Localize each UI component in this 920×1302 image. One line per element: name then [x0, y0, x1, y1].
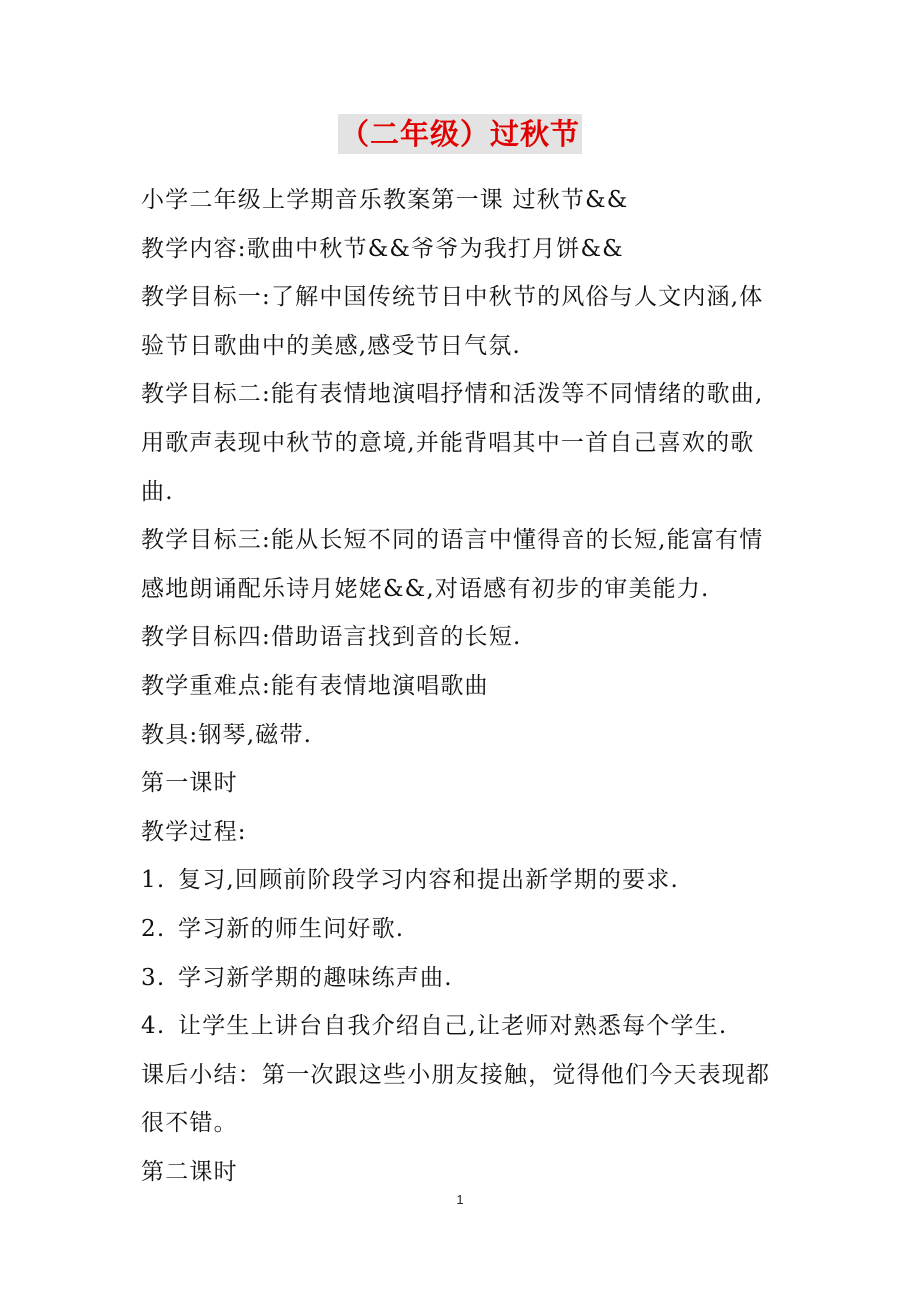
step-number: 4. [141, 1013, 166, 1040]
body-line: 感地朗诵配乐诗月姥姥&&,对语感有初步的审美能力. [141, 575, 710, 602]
step-text: 复习,回顾前阶段学习内容和提出新学期的要求. [178, 867, 680, 894]
title-container [0, 114, 920, 154]
page-number: 1 [456, 1192, 464, 1207]
step-number: 3. [141, 964, 166, 991]
body-line: 教学目标二:能有表情地演唱抒情和活泼等不同情绪的歌曲, [141, 381, 764, 408]
summary-line: 很不错。 [141, 1110, 238, 1137]
body-line: 教学内容:歌曲中秋节&&爷爷为我打月饼&& [141, 235, 624, 262]
body-line: 小学二年级上学期音乐教案第一课 过秋节&& [141, 187, 629, 213]
body-line: 教学目标四:借助语言找到音的长短. [141, 624, 522, 651]
step-item [141, 1002, 791, 1051]
step-number: 2. [141, 915, 166, 942]
body-line: 教学重难点:能有表情地演唱歌曲 [141, 672, 489, 699]
step-text: 让学生上讲台自我介绍自己,让老师对熟悉每个学生. [178, 1013, 728, 1040]
section-heading: 第二课时 [141, 1158, 238, 1185]
body-line: 曲. [141, 478, 174, 505]
step-item [141, 954, 791, 1003]
body-line: 验节日歌曲中的美感,感受节日气氛. [141, 332, 522, 359]
step-item [141, 856, 791, 905]
body-line: 教学目标三:能从长短不同的语言中懂得音的长短,能富有情 [141, 527, 764, 554]
step-number: 1. [141, 867, 166, 894]
body-line: 教学目标一:了解中国传统节日中秋节的风俗与人文内涵,体 [141, 284, 764, 311]
step-item [141, 905, 791, 954]
step-text: 学习新学期的趣味练声曲. [178, 964, 453, 991]
document-title: （二年级）过秋节 [338, 114, 582, 154]
summary-line: 课后小结：第一次跟这些小朋友接触，觉得他们今天表现都 [141, 1061, 771, 1088]
section-heading: 第一课时 [141, 770, 238, 797]
step-text: 学习新的师生问好歌. [178, 915, 405, 942]
document-body [141, 176, 791, 1196]
body-line: 教具:钢琴,磁带. [141, 721, 313, 748]
body-line: 教学过程: [141, 818, 247, 845]
body-line: 用歌声表现中秋节的意境,并能背唱其中一首自己喜欢的歌 [141, 429, 755, 456]
